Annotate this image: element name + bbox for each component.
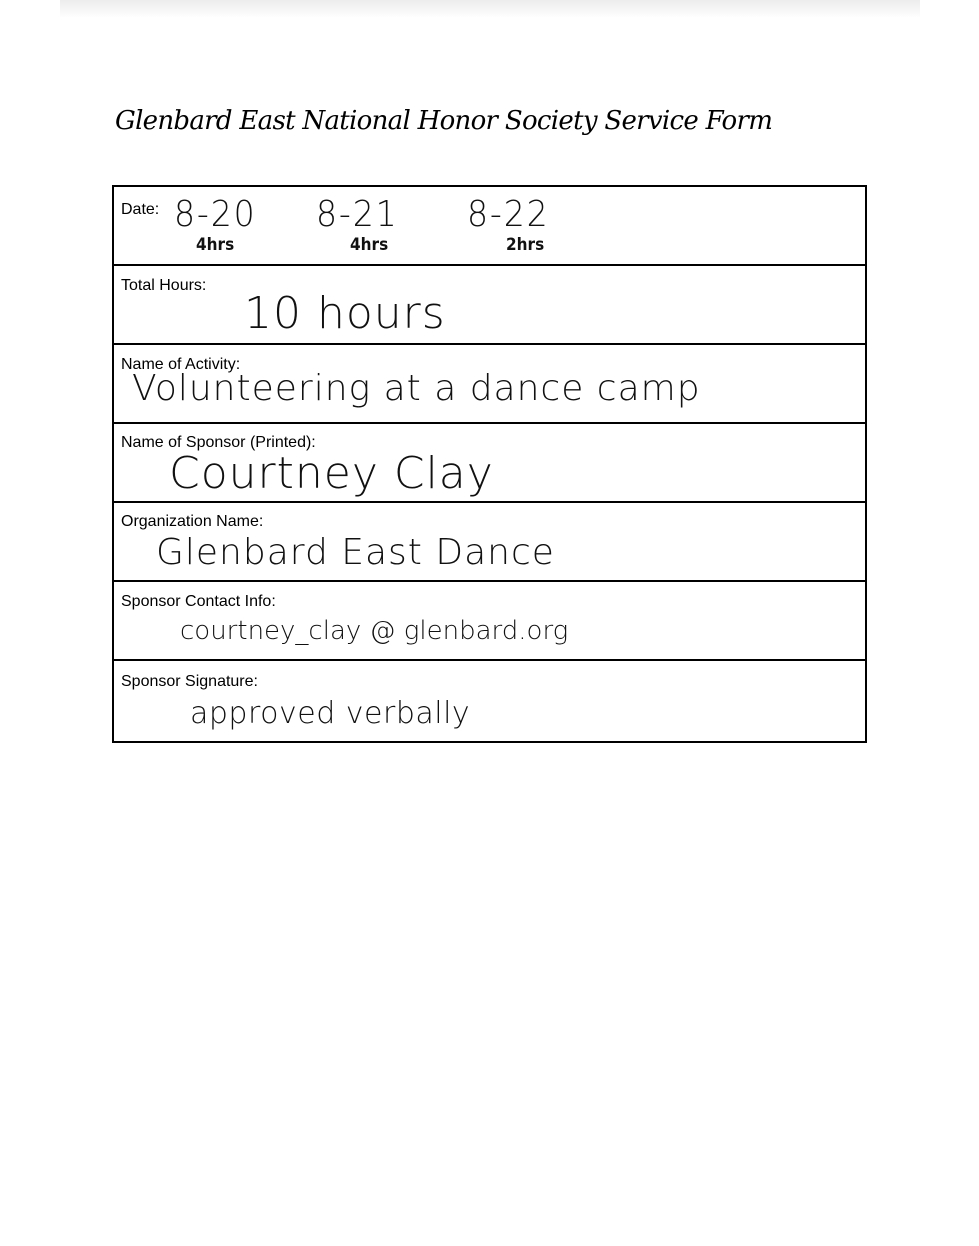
sponsor-signature-label: Sponsor Signature: bbox=[121, 673, 258, 690]
activity-row bbox=[114, 345, 865, 424]
date-entry-2: 8-21 bbox=[316, 194, 399, 235]
sponsor-name-label: Name of Sponsor (Printed): bbox=[121, 434, 316, 451]
hours-entry-3: 2hrs bbox=[506, 235, 545, 255]
organization-value: Glenbard East Dance bbox=[156, 532, 555, 573]
date-entry-1: 8-20 bbox=[174, 194, 257, 235]
sponsor-contact-row bbox=[114, 582, 865, 661]
sponsor-contact-label: Sponsor Contact Info: bbox=[121, 593, 276, 610]
sponsor-contact-value: courtney_clay @ glenbard.org bbox=[180, 616, 569, 646]
service-form-table bbox=[112, 185, 867, 743]
sponsor-signature-value: approved verbally bbox=[190, 696, 471, 731]
total-hours-row bbox=[114, 266, 865, 345]
sponsor-signature-row bbox=[114, 661, 865, 741]
hours-entry-1: 4hrs bbox=[196, 235, 235, 255]
page-top-shadow bbox=[60, 0, 920, 18]
date-entry-3: 8-22 bbox=[467, 194, 550, 235]
total-hours-label: Total Hours: bbox=[121, 277, 207, 294]
activity-label: Name of Activity: bbox=[121, 356, 241, 373]
total-hours-value: 10 hours bbox=[244, 288, 446, 339]
hours-entry-2: 4hrs bbox=[350, 235, 389, 255]
date-row bbox=[114, 187, 865, 266]
sponsor-name-row bbox=[114, 424, 865, 503]
organization-row bbox=[114, 503, 865, 582]
sponsor-name-value: Courtney Clay bbox=[169, 448, 494, 499]
form-title: Glenbard East National Honor Society Service Form bbox=[115, 106, 773, 136]
date-label: Date: bbox=[121, 201, 160, 218]
activity-value: Volunteering at a dance camp bbox=[132, 368, 701, 409]
organization-label: Organization Name: bbox=[121, 513, 264, 530]
